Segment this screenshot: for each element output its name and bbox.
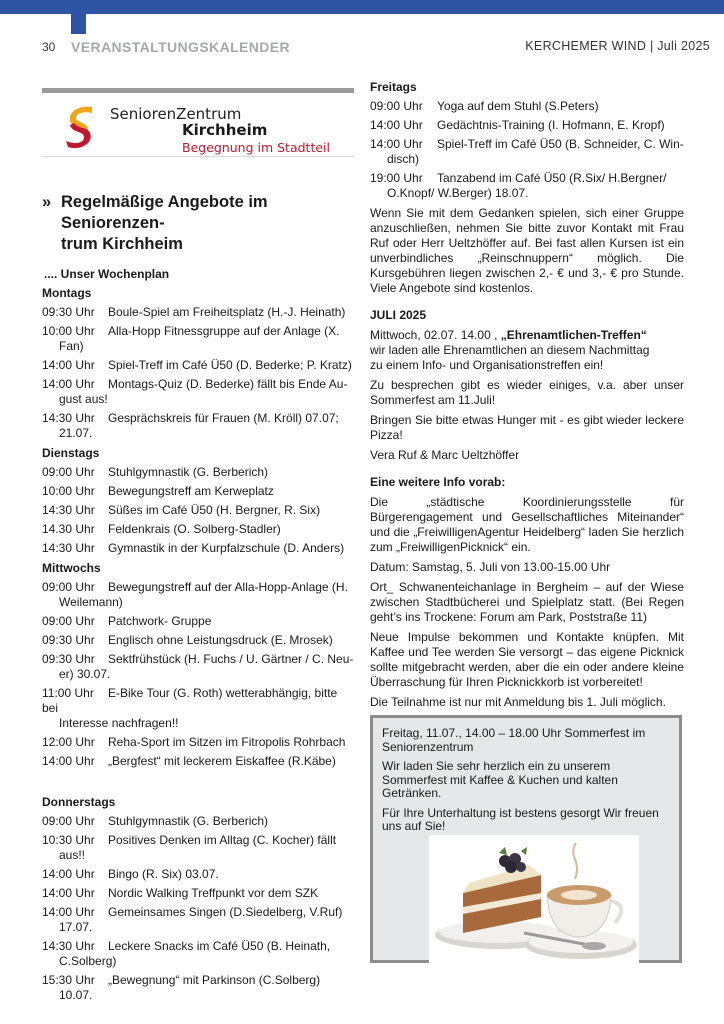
entry-time: 10:00 Uhr — [42, 484, 95, 498]
schedule-entry — [42, 503, 354, 518]
seniorenzentrum-logo — [42, 93, 354, 157]
entry-text: Stuhlgymnastik (G. Berberich) — [108, 814, 269, 828]
entry-text: Bewegungstreff auf der Alla-Hopp-Anlage (H. — [108, 580, 348, 594]
entry-text: Spiel-Treff im Café Ü50 (D. Bederke; P. Kratz) — [108, 358, 352, 372]
summer-fest-box — [370, 715, 682, 963]
day-heading-montags: Montags — [42, 286, 92, 300]
schedule-entry — [42, 580, 354, 610]
schedule-entry — [42, 358, 354, 373]
weekly-plan-subheading: .... Unser Wochenplan — [44, 267, 170, 281]
bullet-icon: » — [42, 193, 52, 211]
summer-fest-closing: Für Ihre Unterhaltung ist bestens gesorgt Wir freuen uns auf Sie! — [382, 805, 659, 833]
headline-text: Regelmäßige Angebote im Seniorenzen- trum Kirchheim — [61, 193, 268, 253]
entry-text: Spiel-Treff im Café Ü50 (B. Schneider, C. Win- — [437, 137, 684, 151]
logo-s-icon — [62, 103, 98, 151]
entry-time: 19:00 Uhr — [370, 171, 423, 185]
schedule-entry — [42, 484, 354, 499]
entry-text: Tanzabend im Café Ü50 (R.Six/ H.Bergner/ — [437, 171, 667, 185]
picnic-details: Neue Impulse bekommen und Kontakte knüpfen. Mit Kaffee und Tee werden Sie versorgt – das eigene Picknick sollte mitgebracht werden, aber die ein oder andere kleine Überraschung für Ihren Picknickkorb ist vorbereitet! — [370, 630, 684, 689]
schedule-entry — [370, 99, 684, 114]
logo-tagline: Begegnung im Stadtteil — [182, 140, 330, 155]
entry-continuation: disch) — [387, 152, 420, 166]
entry-text: Leckere Snacks im Café Ü50 (B. Heinath, — [108, 939, 331, 953]
volunteer-meeting — [370, 328, 684, 373]
entry-continuation: 10.07. — [59, 988, 93, 1002]
entry-time: 14:00 Uhr — [370, 118, 423, 132]
cake-coffee-illustration-icon — [429, 835, 639, 969]
schedule-entry — [42, 867, 354, 882]
entry-time: 14:30 Uhr — [42, 411, 95, 425]
entry-continuation: Interesse nachfragen!! — [59, 716, 179, 730]
schedule-entry — [42, 973, 354, 1003]
event-description-line: zu einem Info- und Organisationstreffen ein! — [370, 358, 604, 372]
entry-text: Alla-Hopp Fitnessgruppe auf der Anlage (X. — [108, 324, 340, 338]
event-description-line: wir laden alle Ehrenamtlichen an diesem Nachmittag — [370, 343, 650, 357]
page-number: 30 — [42, 40, 56, 54]
entry-time: 14:30 Uhr — [42, 939, 95, 953]
schedule-entry — [42, 377, 354, 407]
section-title: VERANSTALTUNGSKALENDER — [71, 39, 291, 55]
publication-info: KERCHEMER WIND | Juli 2025 — [525, 39, 710, 53]
picnic-invitation: Die „städtische Koordinierungsstelle für Bürgerengagement und Gesellschaftliches Miteinander“ und die „FreiwilligenAgentur Heidelberg“ laden Sie herzlich zum „FreiwilligenPicknick“ ein. — [370, 495, 684, 554]
entry-time: 14:30 Uhr — [42, 541, 95, 555]
entry-time: 11:00 Uhr — [42, 686, 94, 700]
entry-continuation: Weilemann) — [59, 595, 123, 609]
picnic-location: Ort_ Schwanenteichanlage in Bergheim – auf der Wiese zwischen Stadtbücherei und Spielplatz statt. (Bei Regen geht’s ins Trockene: Forum am Park, Poststraße 11) — [370, 580, 684, 624]
entry-text: E-Bike Tour (G. Roth) wetterabhängig, bitte bei — [42, 686, 338, 715]
entry-text: Bingo (R. Six) 03.07. — [108, 867, 219, 881]
entry-time: 14:00 Uhr — [42, 905, 95, 919]
entry-text: Montags-Quiz (D. Bederke) fällt bis Ende Au- — [108, 377, 348, 391]
cake-coffee-image — [429, 835, 639, 969]
entry-text: „Bewegnung“ mit Parkinson (C.Solberg) — [108, 973, 321, 987]
entry-time: 15:30 Uhr — [42, 973, 95, 987]
pizza-note: Bringen Sie bitte etwas Hunger mit - es gibt wieder leckere Pizza! — [370, 413, 684, 442]
entry-continuation: 21.07. — [59, 426, 93, 440]
entry-continuation: Fan) — [59, 339, 84, 353]
entry-text: Sektfrühstück (H. Fuchs / U. Gärtner / C. Neu- — [108, 652, 354, 666]
entry-continuation: C.Solberg) — [59, 954, 117, 968]
july-heading: JULI 2025 — [370, 308, 427, 322]
contact-paragraph: Wenn Sie mit dem Gedanken spielen, sich einer Gruppe anzuschließen, nehmen Sie bitte zuvor Kontakt mit Frau Ruf oder Herr Ueltzhöffer auf. Bei fast allen Kursen ist ein unverbindliches „Reinschnuppern“ möglich. Die Kursgebühren liegen zwischen 2,- € und 3,- € pro Stunde. Viele Angebote sind kostenlos. — [370, 206, 684, 295]
entry-continuation: 17.07. — [59, 920, 93, 934]
entry-time: 09:00 Uhr — [42, 465, 95, 479]
entry-text: Boule-Spiel am Freiheitsplatz (H.-J. Heinath) — [108, 305, 346, 319]
entry-time: 10:00 Uhr — [42, 324, 95, 338]
entry-text: Gedächtnis-Training (I. Hofmann, E. Kropf) — [437, 118, 665, 132]
entry-text: Bewegungstreff am Kerweplatz — [108, 484, 274, 498]
logo-text-line2: Kirchheim — [182, 121, 268, 139]
summer-fest-invite: Wir laden Sie sehr herzlich ein zu unserem Sommerfest mit Kaffee & Kuchen und kalten Getränken. — [382, 759, 618, 800]
entry-text: Patchwork- Gruppe — [108, 614, 212, 628]
top-accent-bar — [0, 0, 724, 14]
entry-continuation: O.Knopf/ W.Berger) 18.07. — [387, 186, 529, 200]
logo-text-line1: SeniorenZentrum — [110, 105, 242, 123]
schedule-entry — [42, 814, 354, 829]
entry-text: Yoga auf dem Stuhl (S.Peters) — [437, 99, 599, 113]
schedule-entry — [42, 939, 354, 969]
schedule-entry — [42, 614, 354, 629]
schedule-entry — [42, 465, 354, 480]
further-info-heading: Eine weitere Info vorab: — [370, 475, 506, 489]
entry-text: Gymnastik in der Kurpfalzschule (D. Anders) — [108, 541, 345, 555]
entry-continuation: er) 30.07. — [59, 667, 111, 681]
schedule-entry — [42, 686, 354, 731]
picnic-registration: Die Teilnahme ist nur mit Anmeldung bis 1. Juli möglich. — [370, 695, 666, 709]
entry-text: Reha-Sport im Sitzen im Fitropolis Rohrbach — [108, 735, 346, 749]
entry-time: 09:00 Uhr — [42, 814, 95, 828]
schedule-entry — [42, 522, 354, 537]
schedule-entry — [42, 833, 354, 863]
schedule-entry — [42, 633, 354, 648]
left-column — [42, 88, 354, 1003]
entry-time: 09:30 Uhr — [42, 652, 95, 666]
day-heading-freitags: Freitags — [370, 80, 417, 94]
schedule-entry — [42, 305, 354, 320]
entry-time: 09:30 Uhr — [42, 305, 95, 319]
entry-time: 14:00 Uhr — [42, 377, 95, 391]
entry-continuation: gust aus! — [59, 392, 108, 406]
entry-text: Feldenkrais (O. Solberg-Stadler) — [108, 522, 281, 536]
entry-continuation: aus!! — [59, 848, 86, 862]
entry-time: 14:00 Uhr — [42, 754, 95, 768]
schedule-entry — [42, 541, 354, 556]
entry-time: 12:00 Uhr — [42, 735, 95, 749]
entry-time: 14.30 Uhr — [42, 522, 95, 536]
entry-text: Positives Denken im Alltag (C. Kocher) fällt — [108, 833, 337, 847]
entry-time: 14:00 Uhr — [370, 137, 423, 151]
entry-time: 09:00 Uhr — [42, 580, 95, 594]
entry-text: Nordic Walking Treffpunkt vor dem SZK — [108, 886, 319, 900]
summer-fest-note: Zu besprechen gibt es wieder einiges, v.a. aber unser Sommerfest am 11.Juli! — [370, 378, 684, 407]
event-name: „Ehrenamtlichen-Treffen“ — [500, 328, 647, 342]
entry-text: „Bergfest“ mit leckerem Eiskaffee (R.Käbe) — [108, 754, 336, 768]
entry-time: 10:30 Uhr — [42, 833, 95, 847]
entry-time: 14:30 Uhr — [42, 503, 95, 517]
entry-text: Gemeinsames Singen (D.Siedelberg, V.Ruf) — [108, 905, 343, 919]
day-heading-dienstags: Dienstags — [42, 446, 100, 460]
entry-time: 14:00 Uhr — [42, 886, 95, 900]
entry-time: 09:00 Uhr — [42, 614, 95, 628]
summer-fest-date: Freitag, 11.07., 14.00 – 18.00 Uhr Sommerfest im Seniorenzentrum — [382, 726, 646, 754]
schedule-entry — [370, 118, 684, 133]
event-date: Mittwoch, 02.07. 14.00 , — [370, 328, 501, 342]
entry-time: 14:00 Uhr — [42, 867, 95, 881]
schedule-entry — [42, 411, 354, 441]
top-accent-tab — [71, 14, 86, 34]
entry-time: 09:00 Uhr — [370, 99, 423, 113]
schedule-entry — [42, 652, 354, 682]
day-heading-mittwochs: Mittwochs — [42, 561, 101, 575]
day-heading-donnerstags: Donnerstags — [42, 795, 116, 809]
schedule-entry — [42, 905, 354, 935]
entry-text: Süßes im Café Ü50 (H. Bergner, R. Six) — [108, 503, 321, 517]
schedule-entry — [42, 754, 354, 769]
entry-text: Stuhlgymnastik (G. Berberich) — [108, 465, 269, 479]
signature: Vera Ruf & Marc Ueltzhöffer — [370, 448, 520, 462]
schedule-entry — [370, 171, 684, 201]
entry-text: Englisch ohne Leistungsdruck (E. Mrosek) — [108, 633, 333, 647]
entry-time: 14:00 Uhr — [42, 358, 95, 372]
article-headline — [42, 192, 354, 255]
schedule-entry — [370, 137, 684, 167]
schedule-entry — [42, 886, 354, 901]
entry-time: 09:30 Uhr — [42, 633, 95, 647]
right-column — [370, 80, 684, 710]
schedule-entry — [42, 735, 354, 750]
picnic-date: Datum: Samstag, 5. Juli von 13.00-15.00 Uhr — [370, 560, 611, 574]
entry-text: Gesprächskreis für Frauen (M. Kröll) 07.07; — [108, 411, 339, 425]
schedule-entry — [42, 324, 354, 354]
